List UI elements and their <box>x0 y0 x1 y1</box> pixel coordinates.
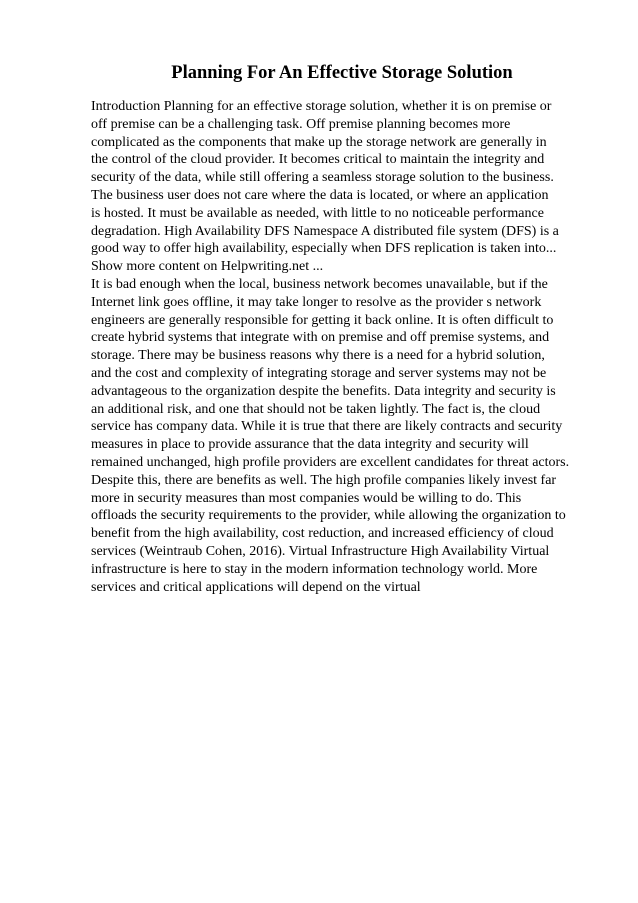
body-line: Introduction Planning for an effective storage solution, whether it is on premise or <box>91 99 552 114</box>
document-body <box>91 98 591 596</box>
body-line: remained unchanged, high profile providers are excellent candidates for threat actors. <box>91 454 570 470</box>
body-line: services (Weintraub Cohen, 2016). Virtual Infrastructure High Availability Virtual <box>91 543 550 559</box>
body-line: is hosted. It must be available as needed, with little to no noticeable performance <box>91 205 544 221</box>
body-line: more in security measures than most companies would be willing to do. This <box>91 490 522 506</box>
body-line: It is bad enough when the local, business network becomes unavailable, but if the <box>91 276 548 292</box>
body-line: Internet link goes offline, it may take longer to resolve as the provider s network <box>91 294 542 310</box>
body-line: complicated as the components that make up the storage network are generally in <box>91 134 547 150</box>
body-line: The business user does not care where the data is located, or where an application <box>91 187 549 203</box>
body-line: offloads the security requirements to the provider, while allowing the organization to <box>91 508 566 524</box>
body-line: off premise can be a challenging task. Off premise planning becomes more <box>91 116 511 132</box>
body-line: create hybrid systems that integrate with on premise and off premise systems, and <box>91 330 550 346</box>
body-line: storage. There may be business reasons why there is a need for a hybrid solution, <box>91 348 545 364</box>
body-line: services and critical applications will depend on the virtual <box>91 579 421 595</box>
body-line: infrastructure is here to stay in the modern information technology world. More <box>91 561 538 577</box>
body-line: measures in place to provide assurance that the data integrity and security will <box>91 437 529 453</box>
body-line: security of the data, while still offering a seamless storage solution to the business. <box>91 170 554 186</box>
body-line: and the cost and complexity of integrating storage and server systems may not be <box>91 365 547 381</box>
body-line: advantageous to the organization despite the benefits. Data integrity and security is <box>91 383 556 399</box>
page-title: Planning For An Effective Storage Solution <box>171 63 513 83</box>
body-line: Despite this, there are benefits as well. The high profile companies likely invest far <box>91 472 557 488</box>
body-line: good way to offer high availability, especially when DFS replication is taken into... <box>91 241 557 257</box>
body-line: degradation. High Availability DFS Namespace A distributed file system (DFS) is a <box>91 223 559 239</box>
body-line: benefit from the high availability, cost reduction, and increased efficiency of cloud <box>91 526 554 542</box>
body-line: Show more content on Helpwriting.net ... <box>91 259 324 275</box>
body-line: an additional risk, and one that should not be taken lightly. The fact is, the cloud <box>91 401 541 417</box>
body-line: the control of the cloud provider. It becomes critical to maintain the integrity and <box>91 152 545 168</box>
body-line: engineers are generally responsible for getting it back online. It is often difficult to <box>91 312 554 328</box>
body-line: service has company data. While it is true that there are likely contracts and security <box>91 419 563 435</box>
